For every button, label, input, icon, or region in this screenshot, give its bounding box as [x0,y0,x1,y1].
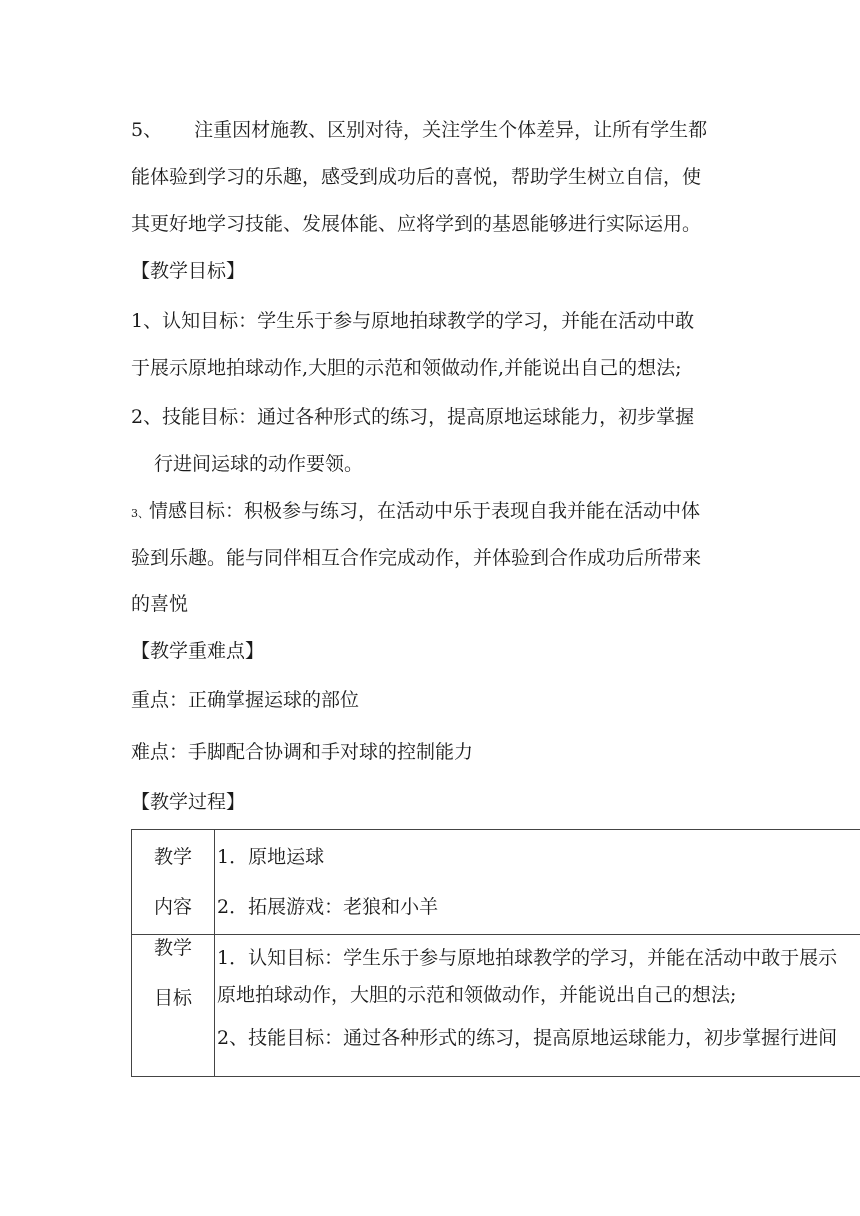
label-bottom: 目标 [153,987,192,1009]
row-goals-cell [215,935,860,1077]
focus-text: 重点：正确掌握运球的部位 [131,689,360,711]
process-heading: 【教学过程】 [131,791,246,813]
label-top: 教学 [153,937,192,959]
para5-line3: 其更好地学习技能、发展体能、应将学到的基恩能够进行实际运用。 [131,213,702,235]
para5-number: 5、 [131,119,163,141]
goal-item-1: 1．认知目标：学生乐于参与原地拍球教学的学习，并能在活动中敢于展示 [217,947,838,969]
goal3-line2: 验到乐趣。能与同伴相互合作完成动作，并体验到合作成功后所带来 [131,547,702,569]
para5-text-1: 注重因材施教、区别对待，关注学生个体差异，让所有学生都 [194,119,708,141]
label-bottom: 内容 [153,896,192,918]
goal-item-3: 2、技能目标：通过各种形式的练习，提高原地运球能力，初步掌握行进间 [217,1027,838,1049]
para5-line1 [131,118,707,142]
goals-heading: 【教学目标】 [131,260,246,282]
row-label-goals [132,935,215,1077]
goal3-line3: 的喜悦 [131,593,189,615]
row-label-content [132,830,215,935]
row-content-cell [215,830,860,935]
process-table [131,829,860,1077]
table-row [132,935,860,1077]
goal-item-2: 原地拍球动作，大胆的示范和领做动作，并能说出自己的想法; [217,984,737,1006]
goal3-text-1: 情感目标：积极参与练习，在活动中乐于表现自我并能在活动中体 [149,500,701,522]
difficulty-text: 难点：手脚配合协调和手对球的控制能力 [131,741,474,763]
goal3-number: 3、 [131,507,149,520]
label-top: 教学 [153,846,192,868]
goal1-line1: 1、认知目标：学生乐于参与原地拍球教学的学习，并能在活动中敢 [131,310,695,332]
para5-line2: 能体验到学习的乐趣，感受到成功后的喜悦，帮助学生树立自信，使 [131,166,702,188]
content-item-1: 1．原地运球 [217,846,325,868]
content-item-2: 2．拓展游戏：老狼和小羊 [217,896,439,918]
table-row [132,830,860,935]
keypoints-heading: 【教学重难点】 [131,640,265,662]
goal3-line1 [131,499,700,526]
goal1-line2: 于展示原地拍球动作,大胆的示范和领做动作,并能说出自己的想法; [131,357,682,379]
goal2-line2: 行进间运球的动作要领。 [154,453,364,475]
goal2-line1: 2、技能目标：通过各种形式的练习，提高原地运球能力，初步掌握 [131,406,695,428]
